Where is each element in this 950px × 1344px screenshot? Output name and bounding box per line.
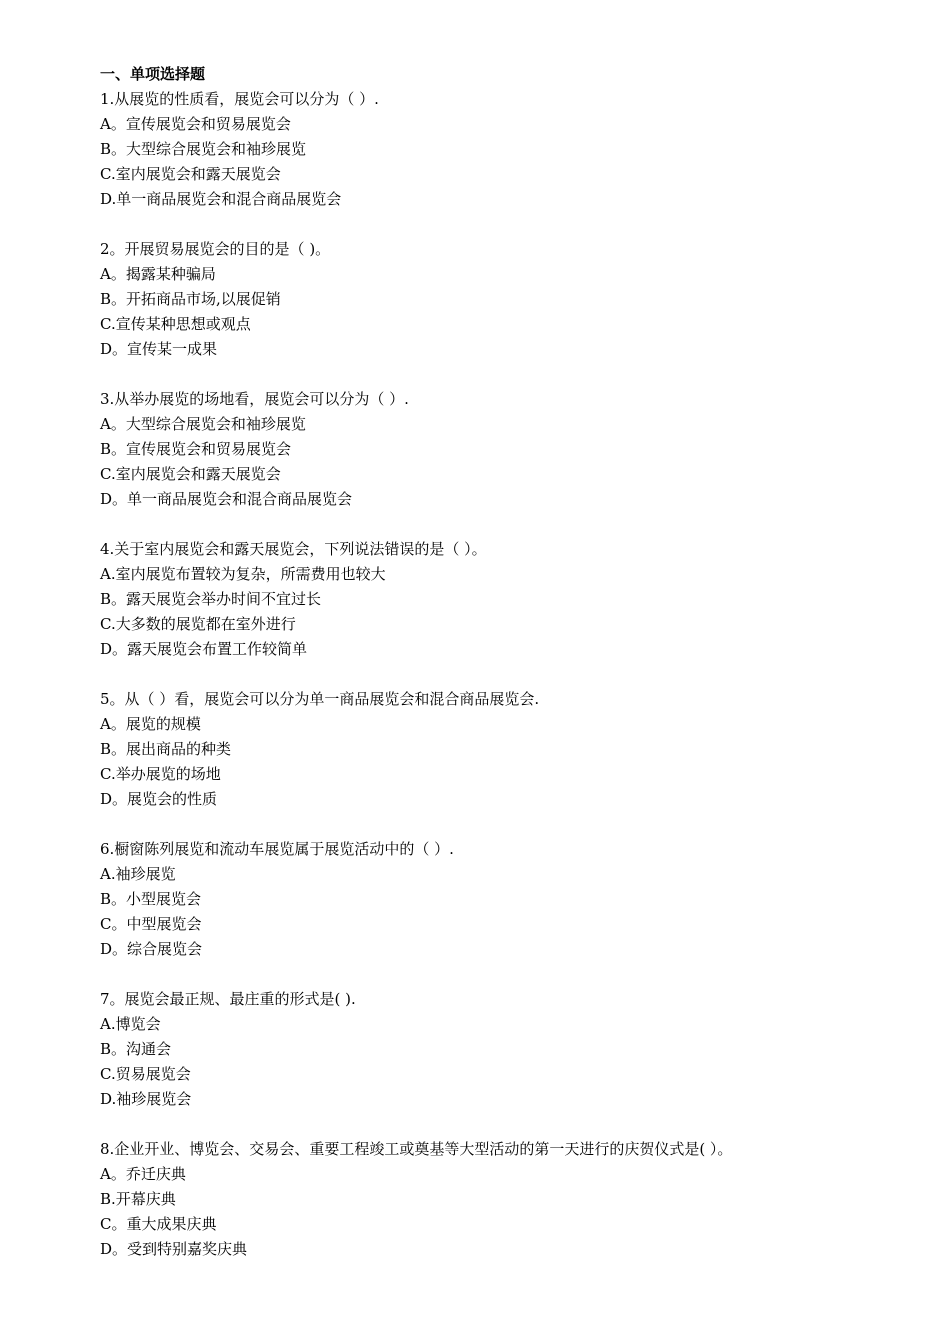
answer-option: D。受到特别嘉奖庆典 xyxy=(100,1240,248,1258)
question-list xyxy=(100,87,900,1262)
answer-option: B。露天展览会举办时间不宜过长 xyxy=(100,590,322,608)
answer-option: D。宣传某一成果 xyxy=(100,340,218,358)
question-stem: 2。开展贸易展览会的目的是（ )。 xyxy=(100,240,331,258)
answer-option: A.博览会 xyxy=(100,1015,161,1033)
answer-option: B。展出商品的种类 xyxy=(100,740,232,758)
answer-option: B。沟通会 xyxy=(100,1040,172,1058)
answer-option: D.单一商品展览会和混合商品展览会 xyxy=(100,190,342,208)
answer-option: C.室内展览会和露天展览会 xyxy=(100,165,281,183)
answer-option: B.开幕庆典 xyxy=(100,1190,176,1208)
document-page xyxy=(100,62,900,1262)
answer-option: A。乔迁庆典 xyxy=(100,1165,186,1183)
answer-option: C.大多数的展览都在室外进行 xyxy=(100,615,296,633)
answer-option: D。露天展览会布置工作较简单 xyxy=(100,640,308,658)
answer-option: C。重大成果庆典 xyxy=(100,1215,217,1233)
answer-option: C.室内展览会和露天展览会 xyxy=(100,465,281,483)
answer-option: B。开拓商品市场,以展促销 xyxy=(100,290,281,308)
answer-option: C.贸易展览会 xyxy=(100,1065,191,1083)
answer-option: D。单一商品展览会和混合商品展览会 xyxy=(100,490,353,508)
question-stem: 4.关于室内展览会和露天展览会，下列说法错误的是（ ）。 xyxy=(100,540,487,558)
section-title: 一、单项选择题 xyxy=(100,65,206,83)
question-5 xyxy=(100,687,900,812)
answer-option: B。小型展览会 xyxy=(100,890,202,908)
question-stem: 1.从展览的性质看，展览会可以分为（ ）. xyxy=(100,90,379,108)
answer-option: B。大型综合展览会和袖珍展览 xyxy=(100,140,307,158)
answer-option: C.举办展览的场地 xyxy=(100,765,221,783)
question-stem: 5。从（ ）看，展览会可以分为单一商品展览会和混合商品展览会. xyxy=(100,690,540,708)
answer-option: C.宣传某种思想或观点 xyxy=(100,315,251,333)
answer-option: A。大型综合展览会和袖珍展览 xyxy=(100,415,306,433)
answer-option: A。揭露某种骗局 xyxy=(100,265,216,283)
answer-option: C。中型展览会 xyxy=(100,915,202,933)
question-6 xyxy=(100,837,900,962)
question-stem: 3.从举办展览的场地看，展览会可以分为（ ）. xyxy=(100,390,409,408)
question-stem: 6.橱窗陈列展览和流动车展览属于展览活动中的（ ）. xyxy=(100,840,454,858)
answer-option: A.室内展览布置较为复杂，所需费用也较大 xyxy=(100,565,386,583)
answer-option: D。展览会的性质 xyxy=(100,790,218,808)
question-4 xyxy=(100,537,900,662)
question-2 xyxy=(100,237,900,362)
answer-option: A。宣传展览会和贸易展览会 xyxy=(100,115,291,133)
question-3 xyxy=(100,387,900,512)
question-stem: 8.企业开业、博览会、交易会、重要工程竣工或奠基等大型活动的第一天进行的庆贺仪式是( ）。 xyxy=(100,1140,733,1158)
answer-option: B。宣传展览会和贸易展览会 xyxy=(100,440,292,458)
answer-option: A.袖珍展览 xyxy=(100,865,176,883)
question-1 xyxy=(100,87,900,212)
question-stem: 7。展览会最正规、最庄重的形式是( ). xyxy=(100,990,356,1008)
question-8 xyxy=(100,1137,900,1262)
answer-option: A。展览的规模 xyxy=(100,715,201,733)
question-7 xyxy=(100,987,900,1112)
answer-option: D。综合展览会 xyxy=(100,940,203,958)
answer-option: D.袖珍展览会 xyxy=(100,1090,192,1108)
